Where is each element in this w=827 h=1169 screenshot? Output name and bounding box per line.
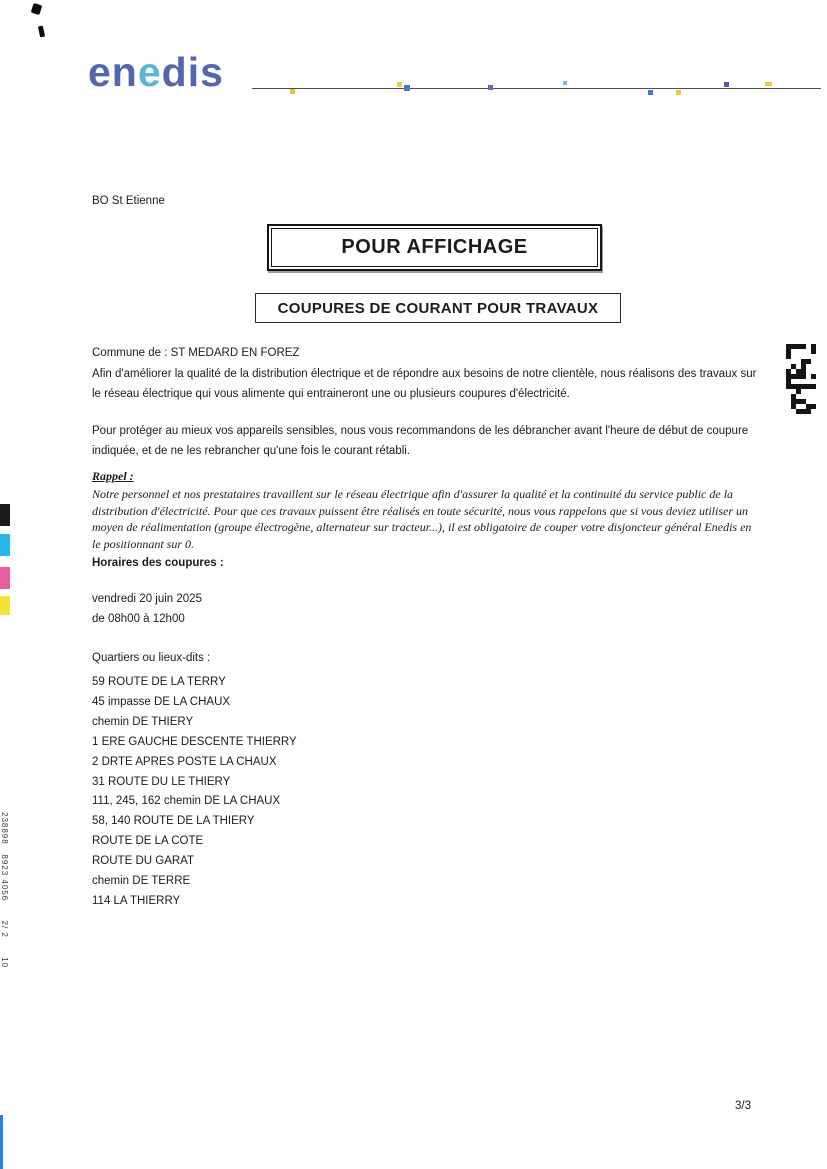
district-item: 114 LA THIERRY [92, 894, 181, 907]
calibration-bar-yellow [0, 596, 10, 615]
calibration-bar-black [0, 504, 10, 526]
page-number: 3/3 [735, 1100, 751, 1112]
rappel-paragraph: Notre personnel et nos prestataires travaillent sur le réseau électrique afin d'assurer la qualité et la continuité du service public de la distribution d'électricité. Pour que ces travaux puissent être réalisés en toute sécurité, nous vous rappelons que si vous deviez utiliser un moyen de réalimentation (groupe électrogène, alternateur sur tracteur...), il est obligatoire de couper votre disjoncteur général Enedis en le positionnant sur 0. [92, 487, 752, 551]
district-item: ROUTE DE LA COTE [92, 835, 204, 848]
district-item: chemin DE THIERY [92, 715, 194, 728]
color-speck [724, 82, 729, 87]
districts-label: Quartiers ou lieux-dits : [92, 652, 211, 664]
district-item: 2 DRTE APRES POSTE LA CHAUX [92, 755, 277, 768]
logo-text: en [88, 49, 138, 95]
logo-text: dis [161, 49, 224, 95]
districts-list [92, 673, 297, 912]
schedule-date: vendredi 20 juin 2025 [92, 593, 202, 605]
color-speck [397, 82, 402, 87]
rappel-label: Rappel : [92, 469, 134, 483]
district-item: 45 impasse DE LA CHAUX [92, 695, 231, 708]
coupures-banner: COUPURES DE COURANT POUR TRAVAUX [255, 293, 621, 323]
color-speck [765, 82, 772, 86]
film-edge-code: 238898 8923 4056 2/ 2 10 [0, 812, 9, 969]
schedule-label: Horaires des coupures : [92, 557, 224, 569]
header-rule [252, 88, 821, 89]
calibration-bar-cyan [0, 534, 10, 556]
schedule-time: de 08h00 à 12h00 [92, 613, 185, 625]
color-speck [488, 85, 493, 90]
advice-paragraph: Pour protéger au mieux vos appareils sensibles, nous vous recommandons de les débrancher avant l'heure de début de coupure indiquée, et de ne les rebrancher qu'une fois le courant rétabli. [92, 425, 749, 457]
qr-code [786, 344, 816, 414]
district-item: 31 ROUTE DU LE THIERY [92, 775, 231, 788]
color-speck [563, 81, 567, 85]
banner-title: POUR AFFICHAGE [271, 228, 598, 267]
district-item: chemin DE TERRE [92, 875, 191, 888]
affichage-banner [267, 224, 602, 271]
color-speck [648, 90, 653, 95]
district-item: 59 ROUTE DE LA TERRY [92, 676, 226, 688]
scan-edge-mark [0, 1115, 3, 1169]
calibration-bar-magenta [0, 567, 10, 589]
color-speck [404, 85, 410, 91]
color-speck [676, 90, 681, 95]
enedis-logo [88, 49, 224, 95]
intro-paragraph: Afin d'améliorer la qualité de la distribution électrique et de répondre aux besoins de notre clientèle, nous réalisons des travaux sur le réseau électrique qui vous alimente qui entraineront une ou plusieurs coupures d'électricité. [92, 368, 757, 400]
color-speck [290, 89, 295, 94]
district-item: ROUTE DU GARAT [92, 855, 195, 868]
district-item: 1 ERE GAUCHE DESCENTE THIERRY [92, 735, 297, 748]
district-item: 58, 140 ROUTE DE LA THIERY [92, 815, 255, 828]
district-item: 111, 245, 162 chemin DE LA CHAUX [92, 795, 281, 808]
logo-text: e [137, 49, 162, 95]
scan-artifact [38, 26, 45, 38]
scan-artifact [31, 3, 43, 15]
commune-line: Commune de : ST MEDARD EN FOREZ [92, 347, 300, 359]
office-label: BO St Etienne [92, 195, 165, 207]
